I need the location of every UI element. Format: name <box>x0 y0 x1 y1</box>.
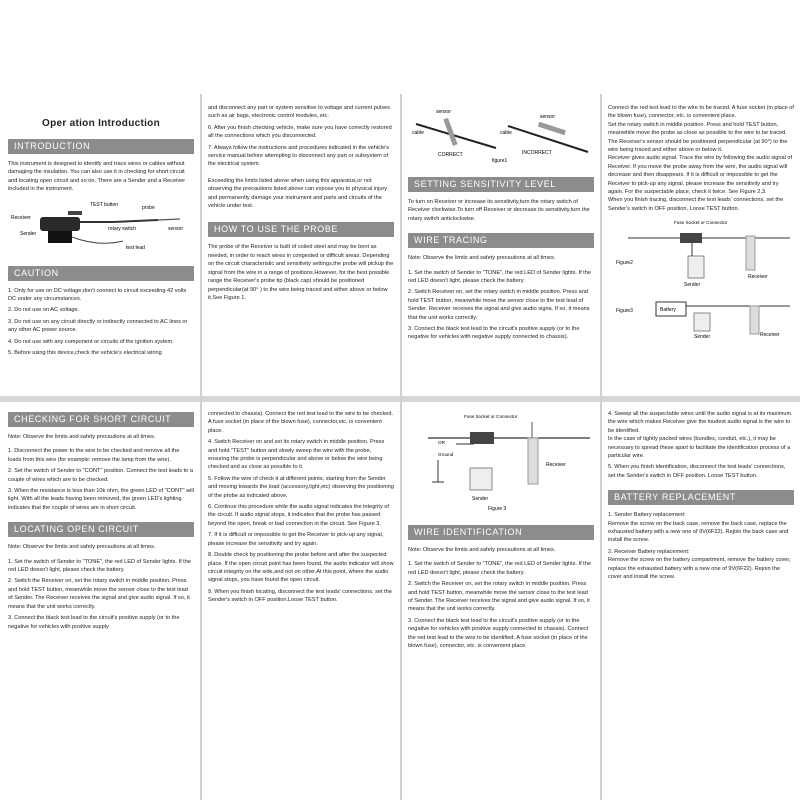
battery-replacement-heading: BATTERY REPLACEMENT <box>608 490 794 505</box>
separator-v2 <box>400 94 402 800</box>
open-circuit-step: 4. Switch Receiver on and set its rotary switch in middle position. Press and hold "TEST" button and slowly sweep the wire with the probe, ensuring the probe is perpendicular and above or below the wire being checked and as close as possible to it. <box>208 439 385 471</box>
how-to-use-probe-heading: HOW TO USE THE PROBE <box>208 222 394 237</box>
receiver-label: Receiver <box>11 214 31 221</box>
receiver-label: Receiver <box>546 462 566 468</box>
caution-item: 1. Only for use on DC voltage,don't connect to circuit exceeding 42 volts DC under any circumstances. <box>8 287 187 303</box>
open-circuit-step: 7. If it is difficult or impossible to get the Receiver to pick-up any signal, please increase the sensitivity and try again. <box>208 532 384 547</box>
caution-item: 5. Before using this device,check the vehicle's electrical wiring <box>8 350 162 357</box>
tracing-step: 2. Switch Receiver on, set the rotary switch in middle position. Press and hold TEST button, meanwhile move the sensor close to the test lead of Sender. Receiver receives the signal and give audio signa. If so, it means that the unit works correctly. <box>408 289 590 321</box>
test-lead-label: test lead <box>126 244 145 251</box>
page-8 <box>608 410 794 794</box>
fuse-socket-label: Fuse Socket or Connector <box>464 414 518 419</box>
short-circuit-step: 1. Disconnect the power to the wire to be checked and remove all the loads from this wire (for example: remove the lamp from the wire). <box>8 448 180 463</box>
figure-3-diagram <box>408 410 594 514</box>
incorrect-label: INCORRECT <box>522 150 552 156</box>
identification-step: 2. Switch the Receiver on, set the rotary switch in middle position. Press and hold TEST button, meanwhile move the sensor close to the test lead of Sender. The Receiver receives the signal and give audio signal. If so, it means that the unit works correctly. <box>408 581 590 613</box>
battery-step: 2. Receiver Battery replacement: Remove the screw on the battery compartment, remove the battery cover, replace the exhausted battery with a new one of 9V(6F22). Rejoin the cover and install the screw. <box>608 548 791 581</box>
continued-text: connected to chassis). Connect the red test lead to the wire to be checked. A fuse socket (in place of the blown fuse), connector,etc. is convenient place. <box>208 411 394 434</box>
caution-heading: CAUTION <box>8 266 194 281</box>
fuse-socket-label: Fuse Socket or Connector <box>674 220 728 226</box>
cable-label: cable <box>412 130 424 136</box>
figure-1 <box>408 104 594 166</box>
tracing-step: 1. Set the switch of Sender to "TONE", the red LED of Sender lights. If the red LED doesn't light, please check the battery. <box>408 269 591 285</box>
safety-note: Note: Observe the limits and safety precautions at all times. <box>408 255 556 262</box>
sender-label: Sender <box>684 282 701 289</box>
page-4 <box>608 104 794 392</box>
page-6 <box>208 410 394 794</box>
introduction-text: This instrument is designed to identify and trace wires or cables without damaging the insulation. You can also use it in checking for short circuit and locating open circuit and so on. There are a Sender and a Receiver included in the instrument. <box>8 161 186 193</box>
caution-item: 2. Do not use on AC voltage. <box>8 307 80 314</box>
figure-caption: figure1 <box>492 158 508 164</box>
caution-list <box>8 287 194 358</box>
short-circuit-step: 3. When the resistance is less than 10k ohm, the green LED of "CONT" will light. With all the leads having been removed, the green LED's lighting indicates that the couple of wires are in short circuit. <box>8 488 194 511</box>
identification-step: 3. Connect the black test lead to the circuit's positive supply (or to the negative for vehicles with positive supply connected to chassis). Connect the red test lead to the wire to be identified. A fuse socket (in place of the blown fuse), connector, etc. is convenient place. <box>408 617 589 650</box>
page-1 <box>8 100 194 392</box>
probe-text: The probe of the Receiver is built of coiled steel and may be bent as needed, in order to reach wires in congested or difficult areas. Depending on the circuit characteristic and sensitivity settings,the probe will pickup the signal from the wire in a range of positions.However, for the best possible range the Receiver's probe tip (black cap) should be positioned perpendicular(at 90° ) to the wire being traced and either above or below it,See Figure 1. <box>208 244 394 301</box>
open-circuit-step: 2. Switch the Receiver on, set the rotary switch in middle position. Press and hold TEST button, meanwhile move the sensor close to the test lead of Sender. The Receiver receives the signal and give audio signal. If so, it means that the unit works correctly. <box>8 578 190 610</box>
caution-item: 4. Do not use with any component or circuits of the ignition system. <box>8 338 174 345</box>
continued-text: and disconnect any part or system sensitive to voltage and current pulses such as air bags, electronic control modules, etc. <box>208 105 390 120</box>
identification-step: 1. Set the switch of Sender to "TONE", the red LED of Sender lights. If the red LED doesn't light, please check the battery. <box>408 561 591 576</box>
probe-label: probe <box>142 204 155 211</box>
open-circuit-step: 8. Double check by positioning the probe before and after the suspected place. If the open circuit point has been found, the audio indicator will show circuit integrity on the side,and not on other.At this point, where the audio signal stops, you have found the open circuit. <box>208 552 394 584</box>
identification-step: 4. Sweep all the suspectable wires until the audio signal is at its maximum. the wire which makes Receiver give the loudest audio signal is the wire to be identified. In the case of tightly packed wires (bundles, conduit, etc.), it may be necessary to spread these apart to facilitate the identification process of a particular wire. <box>608 411 793 460</box>
sensor-label: sensor <box>540 114 556 120</box>
page-title: Oper ation Introduction <box>41 118 160 129</box>
open-circuit-step: 3. Connect the black test lead to the circuit's positive supply (or to the negative for vehicles with positive supply <box>8 615 180 630</box>
short-circuit-heading: CHECKING FOR SHORT CIRCUIT <box>8 412 194 427</box>
safety-note: Note: Observe the limits and safety precautions at all times. <box>8 544 156 551</box>
caution-item: 7. Always follow the instructions and procedures indicated in the vehicle's service manual before attempting to disconnect any part or subsystem of the electrical system. <box>208 144 390 168</box>
open-circuit-step: 6. Continue this procedure while the audio signal indicates the integrity of the circuit. If audio signal stops, it indicates that the probe has passed beyond the open, break or bad connection in the circuit. See Figure 3. <box>208 504 389 527</box>
sensor-label: sensor <box>168 225 184 232</box>
tracing-continued-text: Connect the red test lead to the wire to be traced. A fuse socket (in place of the blown fuse), connector, etc. is convenient place. Set the rotary switch in middle position. Press and hold TEST button, meanwhile move the probe as close as possible to the wire to be traced. The Receiver's sensor should be positioned perpendicular (at 90°) to the wire being traced and either above or below it. Receiver gives audio signal. Trace the wire by following the audio signal of Receiver. If you move the probe away from the wire, the audio signal will decrease and then disappears. If it is difficult or impossible to get the Receiver to pick-up any signal, please increase the sensitivity and try again. For the suspectable place, check it twice. See Figure 2,3. When you finish tracing, disconnect the test leads' connections, set the Sender's switch in OFF position. Loose TEST button. <box>608 105 794 212</box>
open-circuit-step: 1. Set the switch of Sender to "TONE", the red LED of Sender lights. If the red LED doesn't light, please check the battery. <box>8 558 191 574</box>
separator-v1 <box>200 94 202 800</box>
rotary-switch-label: rotary switch <box>108 225 137 232</box>
open-circuit-heading: LOCATING OPEN CIRCUIT <box>8 522 194 537</box>
correct-label: CORRECT <box>438 152 463 158</box>
page-7 <box>408 410 594 794</box>
exceed-limits-text: Exceeding the limits listed above when using this apparatus,or not observing the precautions listed above can expose you to physical injury and permanently damage your instrument and parts and circuits of the vehicle under test. <box>208 177 388 210</box>
setting-sensitivity-heading: SETTING SENSITIVITY LEVEL <box>408 177 594 192</box>
test-button-label: TEST button <box>90 201 118 208</box>
cable-label: cable <box>500 130 512 136</box>
figure-2-caption: Figure2 <box>616 260 633 267</box>
caution-item: 6. After you finish checking vehicle, make sure you have correctly restored all the connections which you disconnected. <box>208 124 392 140</box>
page-5 <box>8 408 194 794</box>
figure-2-3 <box>608 216 794 340</box>
receiver-label: Receiver <box>760 332 780 339</box>
sensitivity-text: To turn on Receiver or increase its sensitivity,turn the rotary switch of Receiver clockwise.To turn off Receiver or decrease its sensitivity,turn the rotary switch anticlockwise. <box>408 199 590 222</box>
figure-3-caption: Figure3 <box>616 308 633 315</box>
separator-top <box>0 0 800 94</box>
safety-note: Note: Observe the limits and safety precautions at all times. <box>8 434 156 440</box>
wire-tracing-heading: WIRE TRACING <box>408 233 594 248</box>
battery-label: Battery <box>660 307 676 314</box>
sensor-label: sensor <box>436 109 452 115</box>
identification-step: 5. When you finish identification, disconnect the test leads' connections, set the Sender's switch in OFF position. Loose TEST button. <box>608 464 786 479</box>
wire-identification-heading: WIRE IDENTIFICATION <box>408 525 594 540</box>
sender-label: Sender <box>694 334 711 341</box>
introduction-heading: INTRODUCTION <box>8 139 194 154</box>
sender-label: Sender <box>472 496 489 502</box>
page-3 <box>408 104 594 392</box>
ground-label: Ground <box>438 452 454 457</box>
caution-item: 3. Do not use on any circuit directly or indirectly connected to AC lines or any other AC power source. <box>8 318 188 334</box>
short-circuit-step: 2. Set the switch of Sender to "CONT" position. Connect the test leads to a couple of wires which are to be checked. <box>8 468 193 483</box>
separator-v3 <box>600 94 602 800</box>
receiver-label: Receiver <box>748 274 768 281</box>
open-circuit-step: 9. When you finish locating, disconnect the test leads' connections, set the Sender's switch in OFF position.Loose TEST button. <box>208 588 392 604</box>
sender-label: Sender <box>20 230 37 237</box>
battery-step: 1. Sender Battery replacement: Remove the screw on the back case, remove the back case, replace the exhausted battery with a new one of 9V(6F22). Rejoin the back case and install the screw. <box>608 512 789 544</box>
safety-note: Note: Observe the limits and safety precautions at all times. <box>408 547 556 553</box>
figure-caption: Figure 3 <box>488 506 507 512</box>
or-label: OR <box>438 440 445 445</box>
page-2 <box>208 104 394 392</box>
open-circuit-step: 5. Follow the wire of check it at different points, starting from the Sender and moving towards the load (accessory,light,etc) observing the positioning of the probe as indicated above. <box>208 475 394 499</box>
device-figure <box>8 197 194 255</box>
tracing-step: 3. Connect the black test lead to the circuit's positive supply (or to the negative for vehicles with negative supply connected to chassis). <box>408 326 580 341</box>
